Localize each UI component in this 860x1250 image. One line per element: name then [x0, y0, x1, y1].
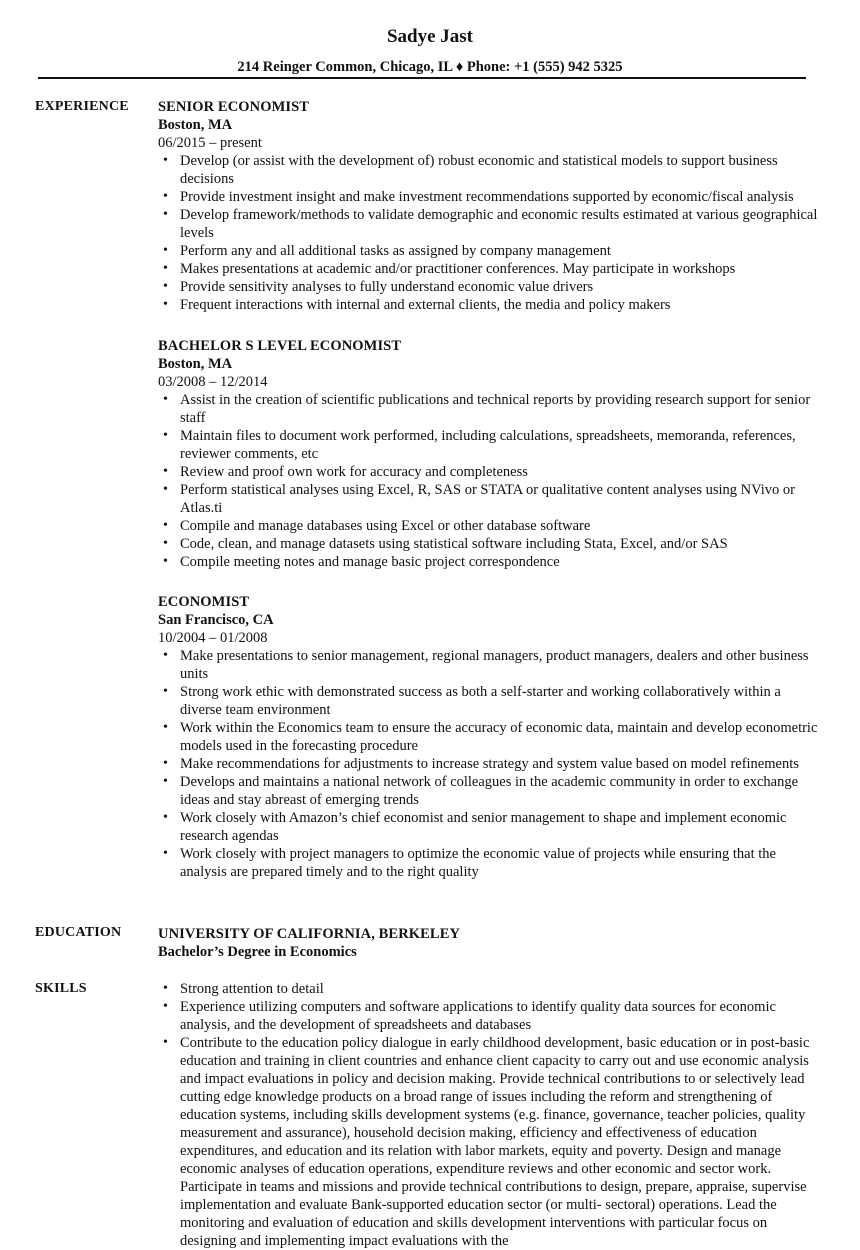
- job-title: BACHELOR S LEVEL ECONOMIST: [158, 338, 402, 354]
- degree: Bachelor’s Degree in Economics: [158, 944, 357, 960]
- bullet-item: • Compile and manage databases using Excel or other database software: [158, 517, 818, 535]
- candidate-name: Sadye Jast: [386, 26, 474, 47]
- bullet-item: • Work within the Economics team to ensure the accuracy of economic data, maintain and develop econometric models used in the forecasting procedure: [158, 719, 818, 755]
- job-entry: [158, 593, 818, 881]
- job-dates: 03/2008 – 12/2014: [158, 374, 268, 390]
- bullet-item: • Provide sensitivity analyses to fully understand economic value drivers: [158, 278, 818, 296]
- job-title: SENIOR ECONOMIST: [158, 99, 310, 115]
- job-entry: [158, 98, 818, 314]
- job-title: ECONOMIST: [158, 594, 250, 610]
- bullet-item: • Code, clean, and manage datasets using statistical software including Stata, Excel, and/or SAS: [158, 535, 818, 553]
- skills-list: [158, 980, 818, 1250]
- bullet-item: • Work closely with project managers to optimize the economic value of projects while ensuring that the analysis are prepared timely and to the right quality: [158, 845, 818, 881]
- bullet-item: • Provide investment insight and make investment recommendations supported by economic/fiscal analysis: [158, 188, 818, 206]
- bullet-item: • Makes presentations at academic and/or practitioner conferences. May participate in workshops: [158, 260, 818, 278]
- job-dates: 06/2015 – present: [158, 135, 262, 151]
- bullet-item: • Work closely with Amazon’s chief economist and senior management to shape and implement economic research agendas: [158, 809, 818, 845]
- skill-item: • Strong attention to detail: [158, 980, 818, 998]
- skill-item: • Experience utilizing computers and software applications to identify quality data sources for economic analysis, and the development of spreadsheets and databases: [158, 998, 818, 1034]
- bullet-item: • Perform any and all additional tasks as assigned by company management: [158, 242, 818, 260]
- contact-line: 214 Reinger Common, Chicago, IL ♦ Phone: +1 (555) 942 5325: [237, 59, 623, 75]
- school-name: UNIVERSITY OF CALIFORNIA, BERKELEY: [158, 926, 461, 942]
- bullet-item: • Maintain files to document work performed, including calculations, spreadsheets, memoranda, references, reviewer comments, etc: [158, 427, 818, 463]
- bullet-item: • Develop (or assist with the development of) robust economic and statistical models to support business decisions: [158, 152, 818, 188]
- job-bullets: [158, 391, 818, 571]
- job-location: San Francisco, CA: [158, 612, 274, 628]
- section-label-skills: SKILLS: [35, 981, 87, 996]
- job-bullets: [158, 647, 818, 881]
- bullet-item: • Develop framework/methods to validate demographic and economic results estimated at various geographical levels: [158, 206, 818, 242]
- bullet-item: • Strong work ethic with demonstrated success as both a self-starter and working collaboratively within a diverse team environment: [158, 683, 818, 719]
- skill-item: • Contribute to the education policy dialogue in early childhood development, basic education or in post-basic education and training in client countries and enhance client capacity to carry out and use economic analysis and impact evaluations in policy and decision making. Provide technical contributions to or selectively lead cutting edge knowledge products on a broad range of issues including the reform and strengthening of education systems, including skills development systems (e.g. finance, governance, teacher policies, quality measurement and assurance), household decision making, efficiency and effectiveness of education expenditures, and education and its relation with labor markets, equity and poverty. Design and manage economic analyses of education operations, expenditure reviews and other economic and sector work. Participate in teams and missions and provide technical contributions to design, prepare, appraise, supervise implementation and evaluate Bank-supported education sector (or multi- sectoral) operations. Lead the monitoring and evaluation of education and skills development interventions with particular focus on designing and implementing impact evaluations with the: [158, 1034, 818, 1250]
- education-entry: [158, 925, 818, 961]
- bullet-item: • Make presentations to senior management, regional managers, product managers, dealers and other business units: [158, 647, 818, 683]
- bullet-item: • Perform statistical analyses using Excel, R, SAS or STATA or qualitative content analyses using NVivo or Atlas.ti: [158, 481, 818, 517]
- bullet-item: • Frequent interactions with internal and external clients, the media and policy makers: [158, 296, 818, 314]
- bullet-item: • Assist in the creation of scientific publications and technical reports by providing research support for senior staff: [158, 391, 818, 427]
- job-bullets: [158, 152, 818, 314]
- header-divider: [38, 77, 806, 79]
- job-dates: 10/2004 – 01/2008: [158, 630, 268, 646]
- bullet-item: • Develops and maintains a national network of colleagues in the academic community in order to exchange ideas and stay abreast of emerging trends: [158, 773, 818, 809]
- section-label-experience: EXPERIENCE: [35, 99, 129, 114]
- job-location: Boston, MA: [158, 356, 233, 372]
- bullet-item: • Compile meeting notes and manage basic project correspondence: [158, 553, 818, 571]
- job-entry: [158, 337, 818, 571]
- job-location: Boston, MA: [158, 117, 233, 133]
- bullet-item: • Review and proof own work for accuracy and completeness: [158, 463, 818, 481]
- section-label-education: EDUCATION: [35, 925, 122, 940]
- skills-list-container: [158, 980, 818, 1250]
- bullet-item: • Make recommendations for adjustments to increase strategy and system value based on model refinements: [158, 755, 818, 773]
